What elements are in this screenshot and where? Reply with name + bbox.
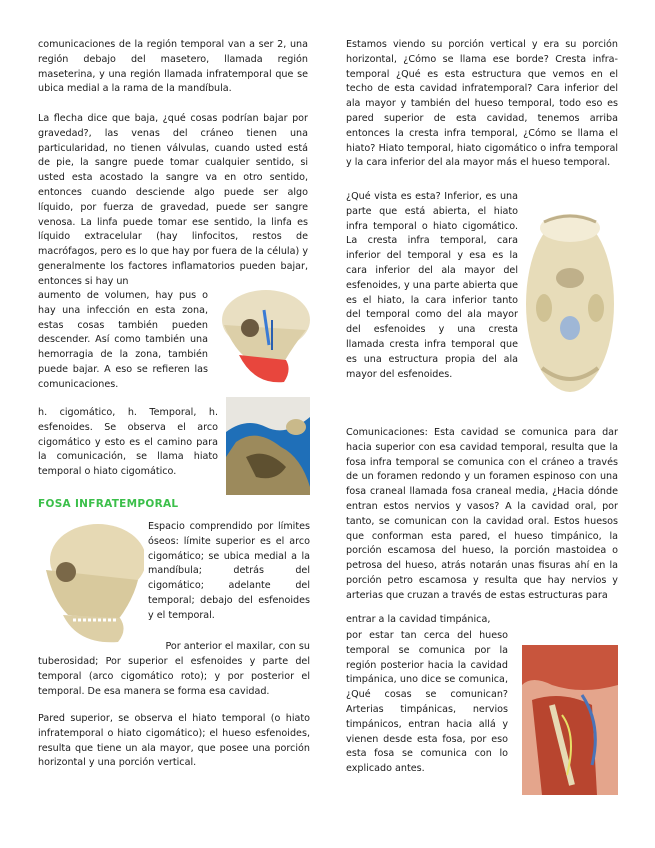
left-paragraph-2a: La flecha dice que baja, ¿qué cosas podrían bajar por gravedad?, las venas del cráneo tienen una particularidad, no tienen válvulas, cuando usted está de pie, la sangre puede tomar cualquier sentido, si usted esta acostado la sangre va en otro sentido, entonces cuando desciende algo puede ser algo líquido, por fuerza de gravedad, puede ser sangre venosa. La linfa puede tomar ese sentido, la linfa es líquido extracelular (hay linfocitos, restos de macrófagos, pero es lo que hay por fuera de la célula) y generalmente los factores inflamatorios pueden bajar, entonces si hay un [38, 113, 308, 287]
left-paragraph-1: comunicaciones de la región temporal van a ser 2, una región debajo del masetero, llamada región maseterina, y una región llamada infratemporal que se ubica medial a la rama de la mandíbula. [38, 39, 308, 95]
section-heading: FOSA INFRATEMPORAL [38, 498, 179, 510]
right-paragraph-1: Estamos viendo su porción vertical y era su porción horizontal, ¿Cómo se llama ese borde? Cresta infra-temporal ¿Qué es esta estructura que vemos en el techo de esta cavidad infratemporal? Cara inferior del ala mayor y también del hueso temporal, todo eso es pared superior de esta cavidad, tenemos arriba entonces la cresta infra temporal, ¿Cómo se llama el hiato? Hiato temporal, hiato cigomático o infra temporal y la cara inferior del ala mayor más el hueso temporal. [346, 39, 618, 169]
right-paragraph-4b: por estar tan cerca del hueso temporal se comunica por la región posterior hacia la cavidad timpánica, uno dice se comunica, ¿Qué cosas se comunican? Arterias timpánicas, nervios timpánicos, entran hacia allá y vienen desde esta fosa, por eso esta fosa se comunica con lo explicado antes. [346, 630, 508, 775]
left-paragraph-5a: Por anterior el maxilar, con su [165, 641, 310, 652]
left-paragraph-5b: tuberosidad; Por superior el esfenoides y parte del temporal (arco cigomático roto); y por posterior el temporal. De esa manera se forma esa cavidad. [38, 656, 310, 697]
skull-photo-figure [226, 397, 310, 495]
infratemporal-muscle-figure [522, 645, 618, 795]
left-paragraph-4: Espacio comprendido por límites óseos: límite superior es el arco cigomático; se ubica medial a la mandíbula; detrás del cigomático; adelante del temporal; debajo del esfenoides y el temporal. [148, 521, 310, 621]
left-paragraph-2b: aumento de volumen, hay pus o hay una infección en esta zona, estas cosas también pueden descender. Así como también una hemorragia de la zona, también puede bajar. A eso se refieren las comunicaciones. [38, 290, 208, 390]
right-paragraph-4a: entrar a la cavidad timpánica, [346, 614, 491, 625]
skull-lateral-bone-figure [38, 520, 144, 652]
left-paragraph-3: h. cigomático, h. Temporal, h. esfenoides. Se observa el arco cigomático y esto es el camino para la comunicación, se llama hiato temporal o hiato cigomático. [38, 407, 218, 478]
skull-lateral-figure [214, 290, 310, 390]
right-paragraph-3: Comunicaciones: Esta cavidad se comunica para dar hacia superior con esa cavidad temporal, resulta que la fosa infra temporal se comunica con el cráneo a través de un foramen redondo y un foramen espinoso con una fosa craneal llamada fosa craneal media, ¿Hacia dónde entran estos nervios y vasos? A la cavidad oral, por tanto, se comunican con la cavidad oral. Estos huesos que conforman esta pared, el hueso timpánico, la porción escamosa del hueso, la porción mastoidea o petrosa del hueso, atrás notarán unas fisuras ahí en la porción petro escamosa y resulta que hay nervios y arterias que cruzan a través de estas estructuras para [346, 427, 618, 601]
skull-inferior-figure [522, 208, 618, 394]
left-paragraph-6: Pared superior, se observa el hiato temporal (o hiato infratemporal o hiato cigomático); el hueso esfenoides, resulta que tiene un ala mayor, que posee una porción horizontal y una porción vertical. [38, 713, 310, 769]
right-paragraph-2: ¿Qué vista es esta? Inferior, es una parte que está abierta, el hiato infra temporal o hiato cigomático. La cresta infra temporal, cara inferior del temporal y esa es la cara inferior del ala mayor del esfenoides, y una parte abierta que es el hiato, la cara inferior tanto del temporal como del ala mayor del esfenoides y una cresta llamada cresta infra temporal que es una estructura propia del ala mayor del esfenoides. [346, 191, 518, 380]
